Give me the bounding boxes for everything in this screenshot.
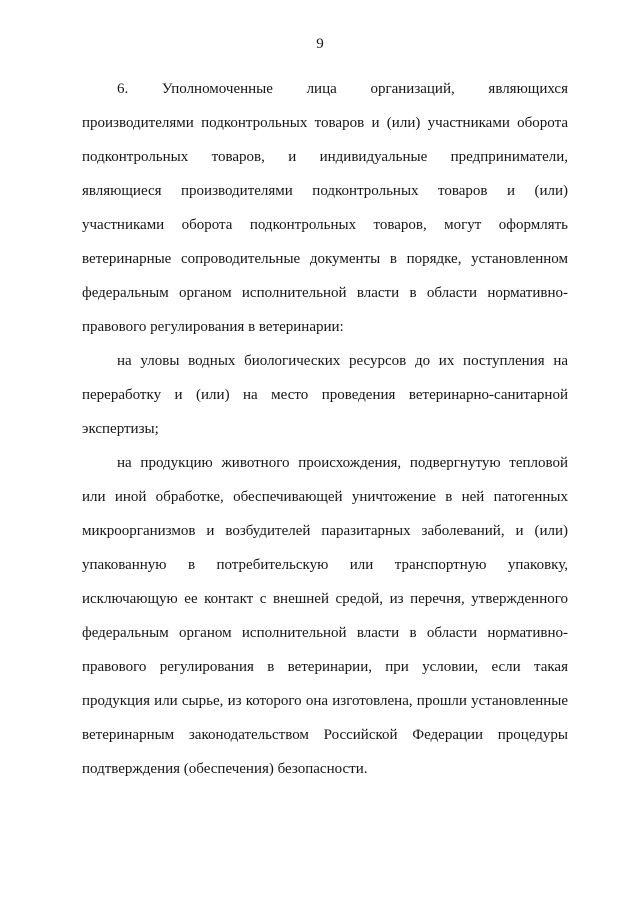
- text-line: участниками оборота подконтрольных товаров, могут оформлять: [82, 217, 568, 233]
- text-line: или иной обработке, обеспечивающей уничтожение в ней патогенных: [82, 489, 568, 505]
- text-line: микроорганизмов и возбудителей паразитарных заболеваний, и (или): [82, 523, 568, 539]
- text-line: ветеринарным законодательством Российской Федерации процедуры: [82, 727, 568, 743]
- text-line: на уловы водных биологических ресурсов до их поступления на: [117, 353, 568, 369]
- text-line: правового регулирования в ветеринарии, при условии, если такая: [82, 659, 568, 675]
- text-line: упакованную в потребительскую или транспортную упаковку,: [82, 557, 568, 573]
- text-line: экспертизы;: [82, 421, 159, 437]
- text-line: 6. Уполномоченные лица организаций, являющихся: [117, 81, 568, 97]
- paragraph: [82, 446, 568, 786]
- text-line: переработку и (или) на место проведения ветеринарно-санитарной: [82, 387, 568, 403]
- text-line: федеральным органом исполнительной власти в области нормативно-: [82, 625, 568, 641]
- document-body: [82, 72, 568, 786]
- text-line: исключающую ее контакт с внешней средой, из перечня, утвержденного: [82, 591, 568, 607]
- text-line: на продукцию животного происхождения, подвергнутую тепловой: [117, 455, 568, 471]
- text-line: являющиеся производителями подконтрольных товаров и (или): [82, 183, 568, 199]
- text-line: продукция или сырье, из которого она изготовлена, прошли установленные: [82, 693, 568, 709]
- text-line: производителями подконтрольных товаров и (или) участниками оборота: [82, 115, 568, 131]
- paragraph: [82, 344, 568, 446]
- text-line: правового регулирования в ветеринарии:: [82, 319, 344, 335]
- page-number: 9: [316, 36, 324, 52]
- text-line: федеральным органом исполнительной власти в области нормативно-: [82, 285, 568, 301]
- paragraph: [82, 72, 568, 344]
- text-line: подконтрольных товаров, и индивидуальные предприниматели,: [82, 149, 568, 165]
- text-line: ветеринарные сопроводительные документы в порядке, установленном: [82, 251, 568, 267]
- text-line: подтверждения (обеспечения) безопасности.: [82, 761, 368, 777]
